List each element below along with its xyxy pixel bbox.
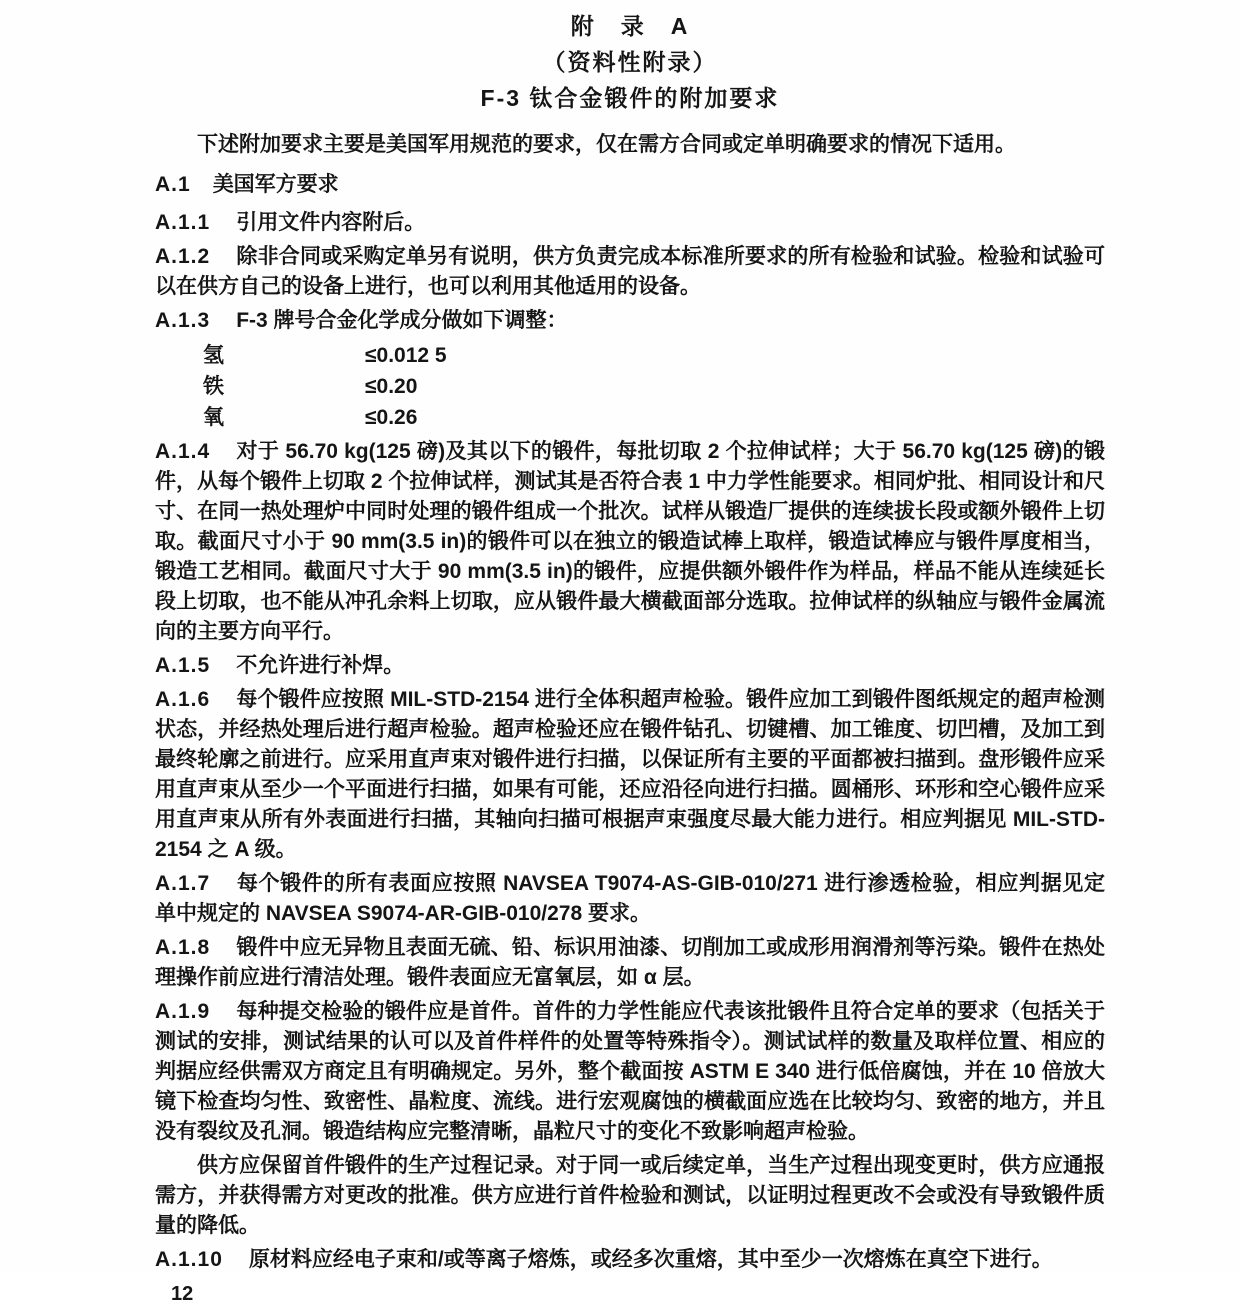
appendix-label: 附 录 A: [570, 13, 690, 39]
clause-a1-2-text: 除非合同或采购定单另有说明，供方负责完成本标准所要求的所有检验和试验。检验和试验可以在供方自己的设备上进行，也可以利用其他适用的设备。: [155, 245, 1105, 298]
clause-a1-1: [155, 208, 1105, 238]
clause-a1-3: [155, 306, 1105, 336]
element-name: 氧: [203, 406, 224, 429]
clause-a1-9-label: A.1.9: [155, 1000, 211, 1023]
clause-a1-2-label: A.1.2: [155, 245, 211, 268]
clause-a1-8-text: 锻件中应无异物且表面无硫、铅、标识用油漆、切削加工或成形用润滑剂等污染。锻件在热处理操作前应进行清洁处理。锻件表面应无富氧层，如 α 层。: [155, 936, 1105, 989]
chemistry-row-iron: [203, 371, 1105, 402]
page-number: 12: [171, 1283, 194, 1305]
clause-a1-10-text: 原材料应经电子束和/或等离子熔炼，或经多次重熔，其中至少一次熔炼在真空下进行。: [248, 1248, 1053, 1271]
clause-a1-5-text: 不允许进行补焊。: [236, 654, 405, 677]
element-name: 氢: [203, 344, 224, 367]
element-limit: ≤0.26: [365, 406, 418, 429]
clause-a1-2: [155, 242, 1105, 302]
clause-a1-4-text: 对于 56.70 kg(125 磅)及其以下的锻件，每批切取 2 个拉伸试样；大于 56.70 kg(125 磅)的锻件，从每个锻件上切取 2 个拉伸试样，测试其是否符合表 1 中力学性能要求。相同炉批、相同设计和尺寸、在同一热处理炉中同时处理的锻件组成一个批次。试样从锻造厂提供的连续拔长段或额外锻件上切取。截面尺寸小于 90 mm(3.5 in)的锻件可以在独立的锻造试棒上取样，锻造试棒应与锻件厚度相当，锻造工艺相同。截面尺寸大于 90 mm(3.5 in)的锻件，应提供额外锻件作为样品，样品不能从连续延长段上切取，也不能从冲孔余料上切取，应从锻件最大横截面部分选取。拉伸试样的纵轴应与锻件金属流向的主要方向平行。: [155, 440, 1105, 643]
clause-a1-9-supplier-paragraph: 供方应保留首件锻件的生产过程记录。对于同一或后续定单，当生产过程出现变更时，供方应通报需方，并获得需方对更改的批准。供方应进行首件检验和测试，以证明过程更改不会或没有导致锻件质量的降低。: [155, 1154, 1105, 1237]
chemistry-row-hydrogen: [203, 340, 1105, 371]
section-a1-label: A.1: [155, 173, 191, 196]
chemistry-limits-list: [203, 340, 1105, 433]
chemistry-row-oxygen: [203, 402, 1105, 433]
clause-a1-6-label: A.1.6: [155, 688, 211, 711]
clause-a1-10-label: A.1.10: [155, 1248, 223, 1271]
appendix-titles: [155, 8, 1105, 116]
clause-a1-6-text: 每个锻件应按照 MIL-STD-2154 进行全体积超声检验。锻件应加工到锻件图纸规定的超声检测状态，并经热处理后进行超声检验。超声检验还应在锻件钻孔、切键槽、加工锥度、切凹槽，及加工到最终轮廓之前进行。应采用直声束对锻件进行扫描，以保证所有主要的平面都被扫描到。盘形锻件应采用直声束从至少一个平面进行扫描，如果有可能，还应沿径向进行扫描。圆桶形、环形和空心锻件应采用直声束从所有外表面进行扫描，其轴向扫描可根据声束强度尽最大能力进行。相应判据见 MIL-STD-2154 之 A 级。: [155, 688, 1105, 861]
element-limit: ≤0.20: [365, 375, 418, 398]
clause-a1-1-text: 引用文件内容附后。: [236, 211, 426, 234]
section-a1-title: 美国军方要求: [212, 173, 339, 196]
clause-a1-3-text: F-3 牌号合金化学成分做如下调整：: [236, 309, 568, 332]
appendix-heading: F-3 钛合金锻件的附加要求: [480, 85, 780, 111]
clause-a1-5-label: A.1.5: [155, 654, 211, 677]
clause-a1-9-text: 每种提交检验的锻件应是首件。首件的力学性能应代表该批锻件且符合定单的要求（包括关于测试的安排，测试结果的认可以及首件样件的处置等特殊指令）。测试试样的数量及取样位置、相应的判据应经供需双方商定且有明确规定。另外，整个截面按 ASTM E 340 进行低倍腐蚀，并在 10 倍放大镜下检查均匀性、致密性、晶粒度、流线。进行宏观腐蚀的横截面应选在比较均匀、致密的地方，并且没有裂纹及孔洞。锻造结构应完整清晰，晶粒尺寸的变化不致影响超声检验。: [155, 1000, 1105, 1143]
clause-a1-1-label: A.1.1: [155, 211, 211, 234]
clause-a1-7-text: 每个锻件的所有表面应按照 NAVSEA T9074-AS-GIB-010/271 进行渗透检验，相应判据见定单中规定的 NAVSEA S9074-AR-GIB-010/278 要求。: [155, 872, 1105, 925]
clause-a1-9: [155, 997, 1105, 1147]
clause-a1-4-label: A.1.4: [155, 440, 211, 463]
clause-a1-3-label: A.1.3: [155, 309, 211, 332]
clause-a1-5: [155, 651, 1105, 681]
element-limit: ≤0.012 5: [365, 344, 447, 367]
clause-a1-7-label: A.1.7: [155, 872, 211, 895]
clause-a1-7: [155, 869, 1105, 929]
clause-a1-8-label: A.1.8: [155, 936, 211, 959]
clause-a1-8: [155, 933, 1105, 993]
appendix-type: （资料性附录）: [542, 49, 718, 75]
intro-paragraph: 下述附加要求主要是美国军用规范的要求，仅在需方合同或定单明确要求的情况下适用。: [197, 133, 1016, 156]
section-a1: [155, 170, 1105, 200]
clause-a1-10: [155, 1245, 1105, 1275]
clause-a1-4: [155, 437, 1105, 647]
element-name: 铁: [203, 375, 224, 398]
clause-a1-6: [155, 685, 1105, 865]
